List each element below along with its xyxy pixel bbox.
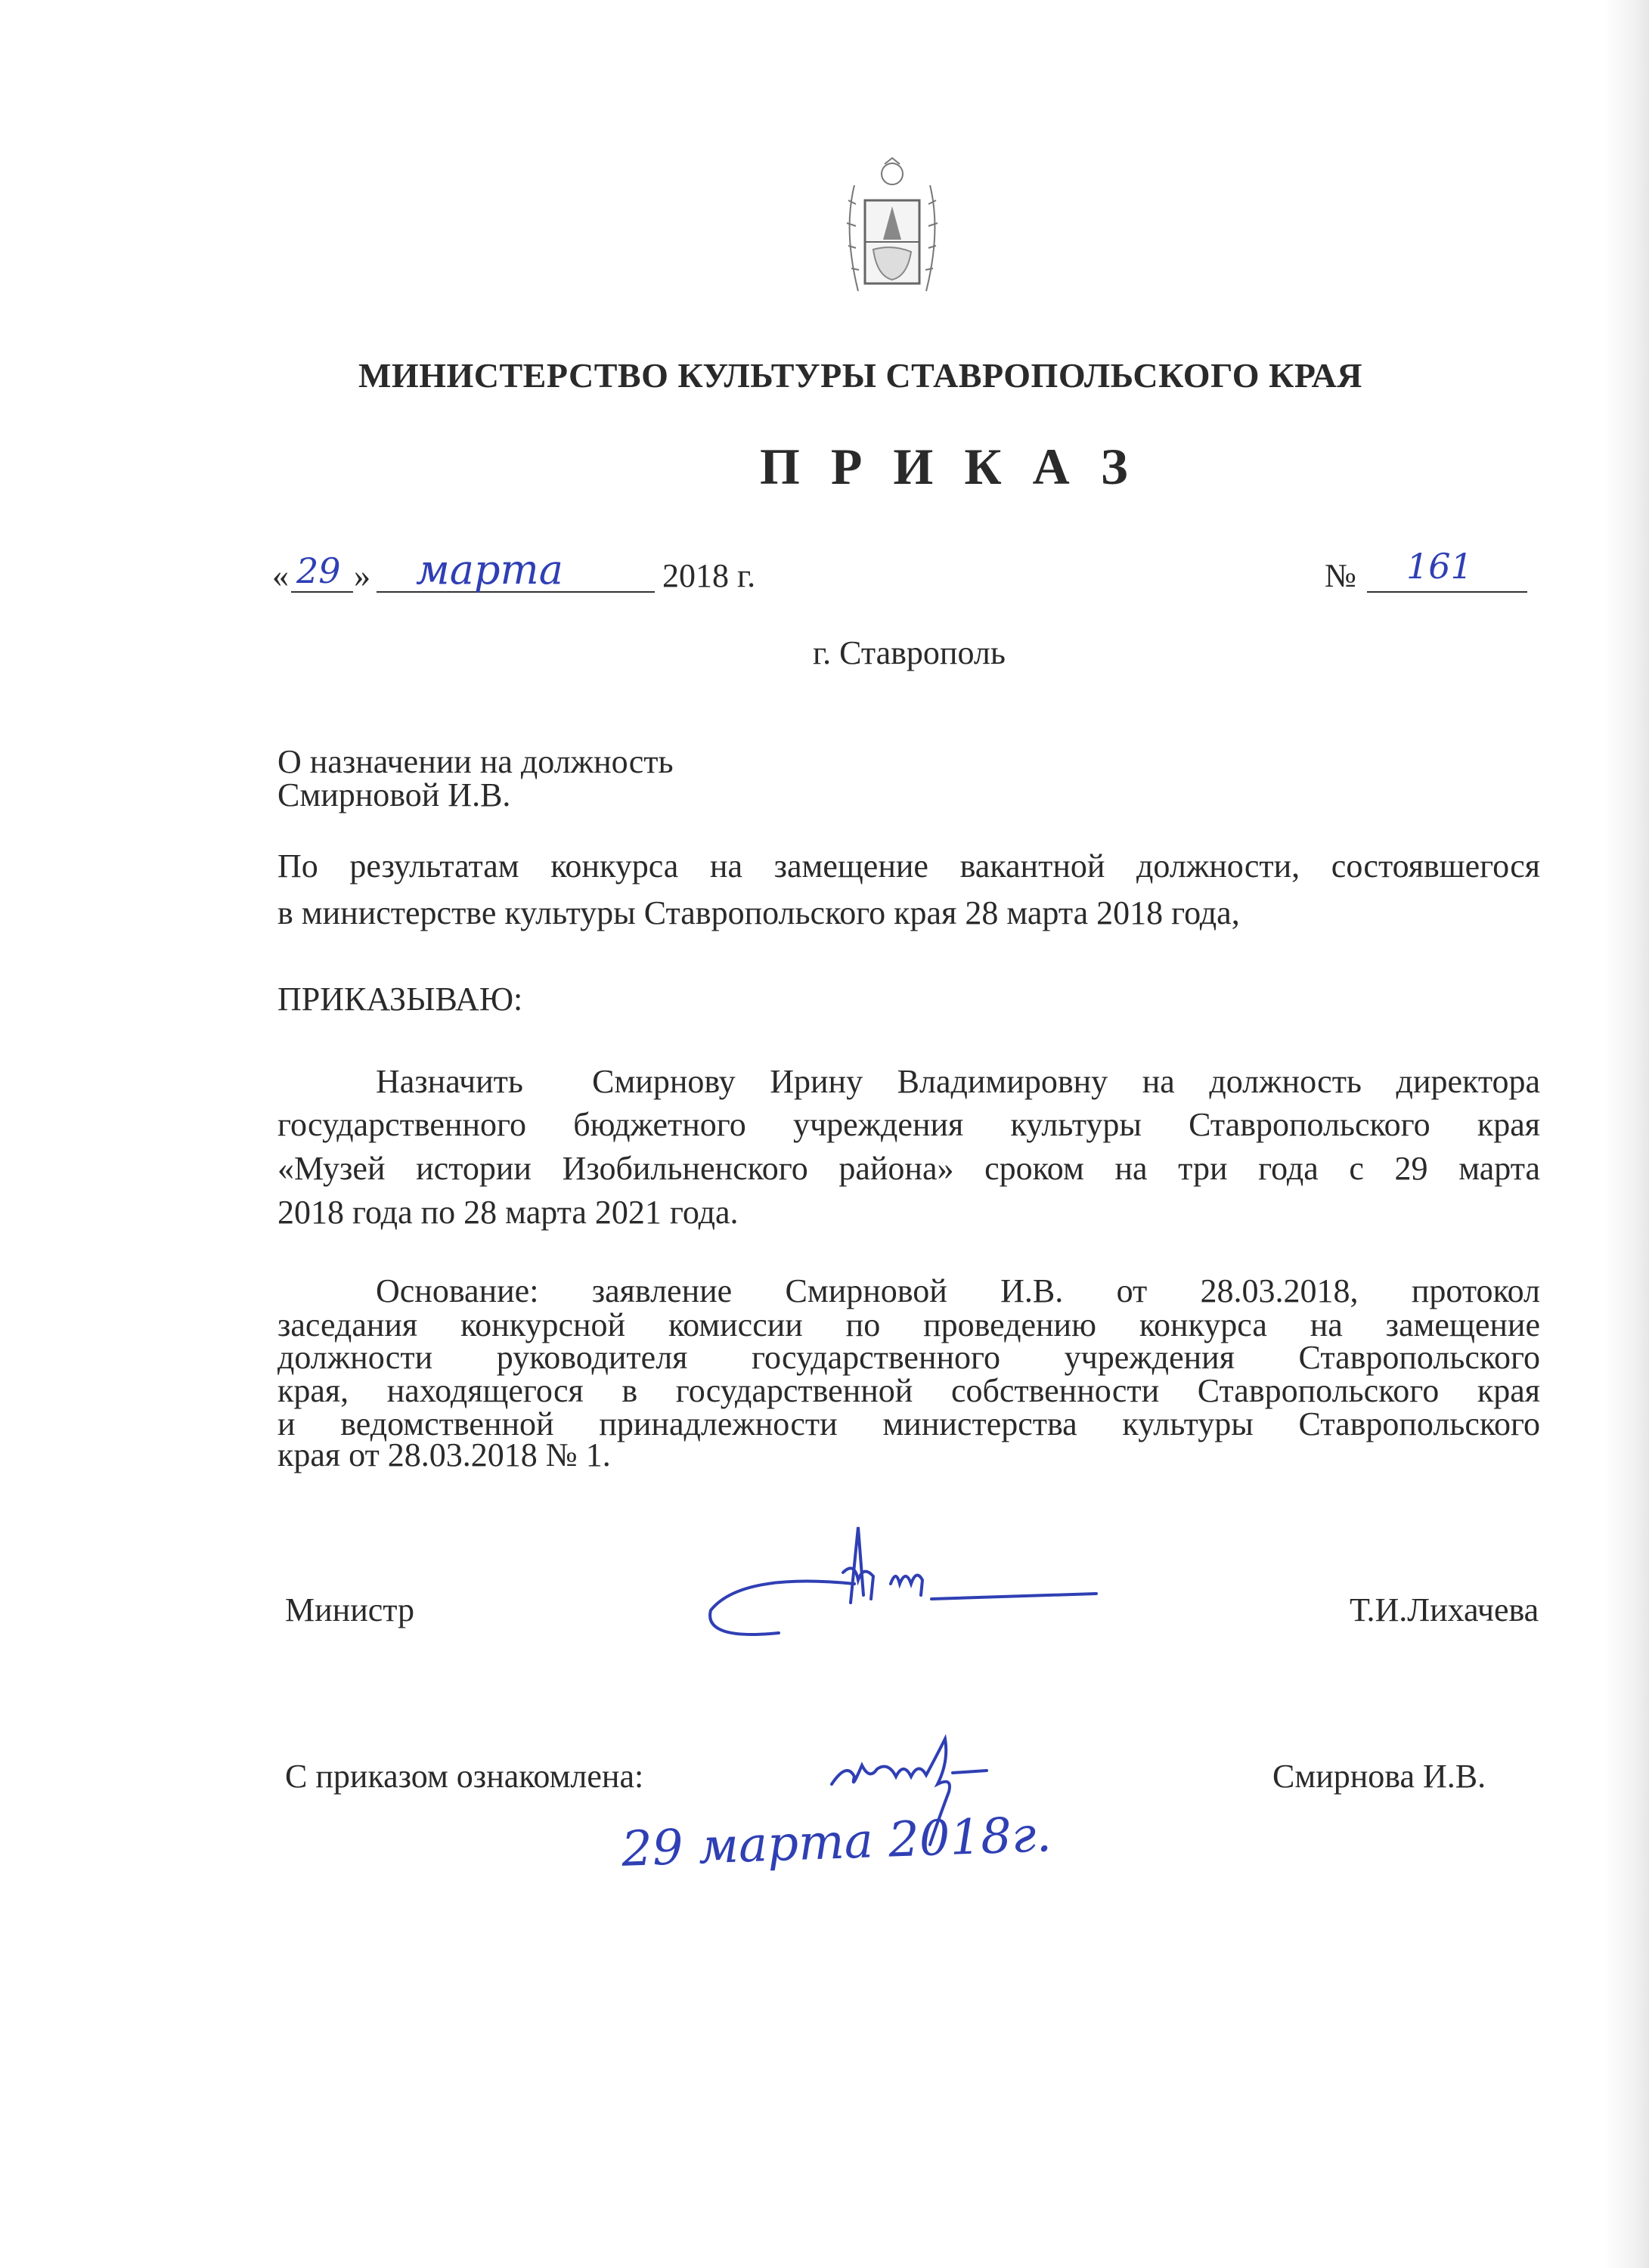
basis-line-6: края от 28.03.2018 № 1. — [277, 1436, 611, 1473]
order-line-2: государственного бюджетного учреждения культуры Ставропольского края — [277, 1106, 1540, 1143]
quote-open: « — [272, 557, 289, 594]
order-line-4: 2018 года по 28 марта 2021 года. — [277, 1194, 739, 1231]
handwritten-acknowledgement-date: 29 марта 2018г. — [620, 1807, 1052, 1878]
document-type-title: П Р И К А З — [760, 438, 1137, 495]
minister-signature — [696, 1520, 1104, 1648]
basis-line-1: Основание: заявление Смирновой И.В. от 28.03.2018, протокол — [376, 1272, 1540, 1309]
acknowledger-name: Смирнова И.В. — [1272, 1758, 1486, 1795]
number-label: № — [1325, 557, 1356, 594]
coat-of-arms-emblem — [839, 155, 945, 306]
subject-line-1: О назначении на должность — [277, 743, 674, 780]
number-underline — [1367, 591, 1527, 593]
scan-edge-shadow — [1604, 0, 1649, 2268]
order-line-3: «Музей истории Изобильненского района» сроком на три года с 29 марта — [277, 1150, 1540, 1187]
order-word: ПРИКАЗЫВАЮ: — [277, 981, 523, 1018]
basis-line-2: заседания конкурсной комиссии по проведению конкурса на замещение — [277, 1306, 1540, 1343]
year: 2018 г. — [662, 557, 756, 594]
basis-line-5: и ведомственной принадлежности министерства культуры Ставропольского — [277, 1405, 1540, 1442]
acknowledgement-label: С приказом ознакомлена: — [285, 1758, 644, 1795]
city: г. Ставрополь — [813, 634, 1006, 671]
handwritten-number: 161 — [1406, 546, 1473, 587]
quote-close: » — [354, 557, 370, 594]
ministry-name: МИНИСТЕРСТВО КУЛЬТУРЫ СТАВРОПОЛЬСКОГО КРАЯ — [358, 356, 1362, 395]
signatory-title: Министр — [285, 1591, 415, 1628]
day-underline — [291, 591, 353, 593]
handwritten-day: 29 — [296, 550, 341, 591]
preamble-line-2: в министерстве культуры Ставропольского края 28 марта 2018 года, — [277, 894, 1240, 931]
order-line-1: Назначить Смирнову Ирину Владимировну на должность директора — [376, 1063, 1540, 1100]
preamble-line-1: По результатам конкурса на замещение вакантной должности, состоявшегося — [277, 847, 1540, 885]
basis-line-3: должности руководителя государственного учреждения Ставропольского — [277, 1339, 1540, 1376]
signatory-name: Т.И.Лихачева — [1350, 1591, 1539, 1628]
subject-line-2: Смирновой И.В. — [277, 776, 511, 813]
basis-line-4: края, находящегося в государственной собственности Ставропольского края — [277, 1372, 1540, 1409]
handwritten-month: марта — [416, 546, 563, 593]
